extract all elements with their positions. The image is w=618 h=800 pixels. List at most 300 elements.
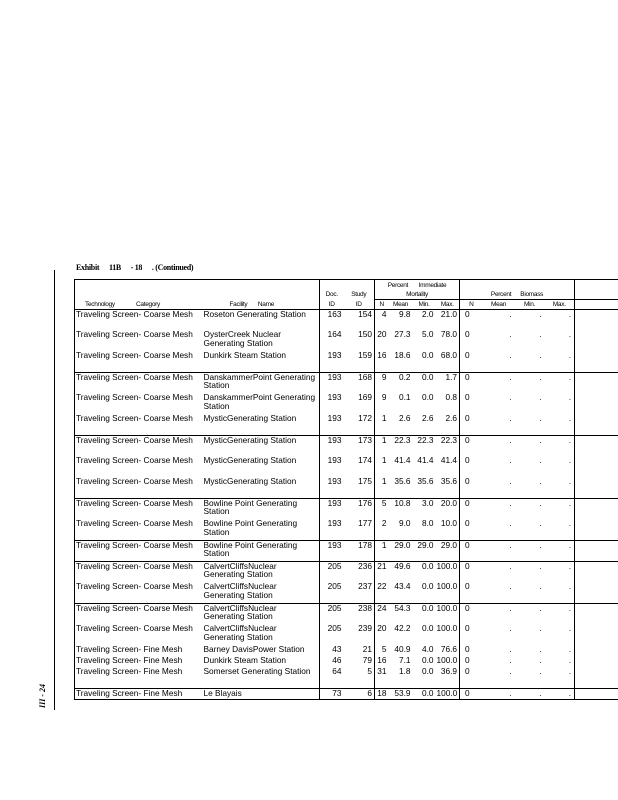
technology-category-cell: Traveling Screen- Coarse Mesh [75, 561, 203, 582]
mortality-n-cell: 1 [375, 435, 389, 456]
mortality-n-cell: 1 [375, 414, 389, 435]
table-row [75, 414, 618, 435]
doc-id-cell: 193 [320, 351, 344, 372]
mortality-max-cell: 29.0 [436, 540, 460, 561]
facility-name-cell: Roseton Generating Station [203, 309, 320, 330]
study-id-cell: 236 [344, 561, 375, 582]
technology-category-cell: Traveling Screen- Coarse Mesh [75, 414, 203, 435]
biomass-max-cell: . [545, 688, 575, 699]
technology-category-cell: Traveling Screen- Coarse Mesh [75, 456, 203, 477]
biomass-max-cell: . [545, 435, 575, 456]
facility-name-cell: Somerset Generating Station [203, 667, 311, 676]
mortality-mean-cell: 53.9 [389, 688, 413, 699]
facility-name-cell: DanskammerPoint Generating Station [203, 372, 320, 393]
mortality-mean-cell: 29.0 [389, 540, 413, 561]
doc-id-cell: 205 [320, 624, 344, 645]
facility-name-cell: Dunkirk Steam Station [203, 656, 287, 665]
biomass-max-cell: . [568, 414, 572, 423]
tail-cell [575, 498, 618, 519]
tail-cell [575, 435, 618, 456]
biomass-mean-cell: . [509, 656, 512, 665]
facility-name-cell: DanskammerPoint Generating Station [203, 393, 316, 411]
facility-name-cell: OysterCreek Nuclear Generating Station [203, 330, 281, 348]
tail-cell [575, 688, 618, 699]
mortality-n-cell: 18 [375, 688, 389, 699]
biomass-n-cell: 0 [460, 561, 483, 582]
mortality-min-cell: 41.4 [417, 456, 434, 465]
mortality-max-cell: 100.0 [436, 582, 458, 591]
page-margin-rule [54, 270, 55, 710]
header-facility-name [203, 299, 320, 309]
mortality-max-cell: 36.9 [440, 667, 458, 676]
mortality-max-cell: 100.0 [436, 561, 460, 582]
mortality-n-cell: 22 [375, 582, 389, 603]
mortality-min-cell: 4.0 [421, 645, 434, 654]
biomass-mean-cell: . [509, 667, 512, 676]
table-row [75, 351, 618, 372]
biomass-min-cell: . [539, 667, 542, 676]
header-technology-category [75, 299, 203, 309]
biomass-mean-cell: . [483, 561, 515, 582]
facility-name-cell: CalvertCliffsNuclear Generating Station [203, 561, 320, 582]
study-id-cell: 169 [358, 393, 372, 402]
doc-id-cell: 193 [320, 372, 344, 393]
technology-category-cell: Traveling Screen- Coarse Mesh [75, 435, 203, 456]
mortality-mean-cell: 42.2 [394, 624, 411, 633]
doc-id-cell: 163 [320, 309, 344, 330]
biomass-max-cell: . [568, 456, 572, 465]
table-row [75, 456, 618, 477]
mortality-min-cell: 22.3 [413, 435, 436, 456]
mortality-max-cell: 68.0 [440, 351, 458, 360]
technology-category-cell: Traveling Screen- Coarse Mesh [75, 519, 203, 540]
biomass-n-cell: 0 [460, 435, 483, 456]
tail-cell [575, 309, 618, 330]
biomass-n-cell: 0 [460, 393, 483, 414]
mortality-max-cell: 100.0 [436, 656, 458, 665]
biomass-n-cell: 0 [460, 540, 483, 561]
biomass-max-cell: . [545, 498, 575, 519]
mortality-max-cell: 100.0 [436, 624, 458, 633]
exhibit-dash: - 18 [130, 263, 143, 272]
table-header [75, 280, 618, 310]
header-max: Max. [436, 299, 460, 309]
biomass-n-cell: 0 [460, 372, 483, 393]
page-number: III - 24 [38, 684, 47, 709]
header-b-percent: Percent [490, 290, 512, 298]
biomass-mean-cell: . [483, 435, 515, 456]
biomass-max-cell: . [568, 330, 572, 339]
mortality-max-cell: 35.6 [440, 477, 458, 486]
mortality-n-cell: 24 [375, 603, 389, 624]
table-row [75, 519, 618, 540]
mortality-n-cell: 31 [375, 667, 389, 688]
header-percent-immediate [375, 280, 460, 290]
biomass-mean-cell: . [483, 603, 515, 624]
tail-cell [575, 656, 618, 667]
header-percent-biomass [460, 290, 575, 300]
tail-cell [575, 351, 618, 372]
mortality-min-cell: 0.0 [421, 667, 434, 676]
biomass-min-cell: . [539, 330, 542, 339]
mortality-n-cell: 16 [375, 351, 389, 372]
mortality-min-cell: 0.0 [421, 624, 434, 633]
mortality-max-cell: 76.6 [440, 645, 458, 654]
facility-name-cell: Bowline Point Generating Station [203, 519, 298, 537]
exhibit-table-container [74, 279, 618, 700]
biomass-min-cell: . [539, 456, 542, 465]
technology-category-cell: Traveling Screen- Coarse Mesh [75, 582, 203, 603]
exhibit-table [74, 279, 618, 700]
facility-name-cell: Le Blayais [203, 688, 320, 699]
table-row [75, 540, 618, 561]
table-row [75, 656, 618, 667]
biomass-min-cell: . [515, 688, 545, 699]
header-b-max: Max. [545, 299, 575, 309]
study-id-cell: 175 [358, 477, 372, 486]
technology-category-cell: Traveling Screen- Fine Mesh [75, 688, 203, 699]
header-percent: Percent [387, 281, 409, 289]
technology-category-cell: Traveling Screen- Fine Mesh [75, 656, 203, 667]
mortality-n-cell: 1 [375, 540, 389, 561]
header-mortality: Mortality [375, 290, 460, 300]
mortality-mean-cell: 27.3 [394, 330, 411, 339]
study-id-cell: 6 [344, 688, 375, 699]
mortality-min-cell: 35.6 [417, 477, 434, 486]
mortality-min-cell: 3.0 [413, 498, 436, 519]
biomass-min-cell: . [539, 414, 542, 423]
tail-cell [575, 582, 618, 603]
doc-id-cell: 193 [320, 414, 344, 435]
biomass-mean-cell: . [509, 519, 512, 528]
biomass-mean-cell: . [509, 330, 512, 339]
biomass-n-cell: 0 [460, 498, 483, 519]
facility-name-cell: MysticGenerating Station [203, 435, 320, 456]
study-id-cell: 172 [358, 414, 372, 423]
facility-name-cell: Bowline Point Generating Station [203, 498, 320, 519]
biomass-max-cell: . [545, 309, 575, 330]
tail-cell [575, 519, 618, 540]
mortality-n-cell: 9 [375, 372, 389, 393]
mortality-mean-cell: 41.4 [394, 456, 411, 465]
mortality-max-cell: 100.0 [436, 603, 460, 624]
biomass-max-cell: . [568, 624, 572, 633]
study-id-cell: 21 [362, 645, 372, 654]
tail-cell [575, 330, 618, 351]
doc-id-cell: 205 [320, 603, 344, 624]
table-row [75, 645, 618, 656]
tail-cell [575, 540, 618, 561]
facility-name-cell: CalvertCliffsNuclear Generating Station [203, 624, 277, 642]
technology-category-cell: Traveling Screen- Fine Mesh [75, 667, 203, 688]
doc-id-cell: 205 [320, 582, 344, 603]
mortality-min-cell: 2.6 [421, 414, 434, 423]
technology-category-cell: Traveling Screen- Fine Mesh [75, 645, 203, 656]
header-biomass-blank [460, 280, 575, 290]
table-row [75, 688, 618, 699]
mortality-min-cell: 29.0 [413, 540, 436, 561]
doc-id-cell: 73 [320, 688, 344, 699]
biomass-mean-cell: . [509, 582, 512, 591]
study-id-cell: 237 [358, 582, 372, 591]
study-id-cell: 154 [344, 309, 375, 330]
facility-name-cell: MysticGenerating Station [203, 414, 297, 423]
facility-name-cell: CalvertCliffsNuclear Generating Station [203, 603, 320, 624]
biomass-min-cell: . [515, 540, 545, 561]
table-row [75, 309, 618, 330]
header-category: Category [135, 300, 160, 308]
study-id-cell: 238 [344, 603, 375, 624]
doc-id-cell: 193 [320, 498, 344, 519]
header-blank [75, 280, 320, 290]
mortality-n-cell: 20 [375, 624, 389, 645]
biomass-max-cell: . [568, 582, 572, 591]
technology-category-cell: Traveling Screen- Coarse Mesh [75, 372, 203, 393]
tail-cell [575, 603, 618, 624]
mortality-min-cell: 0.0 [421, 656, 434, 665]
mortality-n-cell: 2 [375, 519, 389, 540]
biomass-mean-cell: . [509, 645, 512, 654]
study-id-cell: 176 [344, 498, 375, 519]
header-tail [575, 280, 618, 290]
table-row [75, 667, 618, 688]
technology-category-cell: Traveling Screen- Coarse Mesh [75, 477, 203, 498]
technology-category-cell: Traveling Screen- Coarse Mesh [75, 309, 203, 330]
mortality-min-cell: 2.0 [413, 309, 436, 330]
biomass-mean-cell: . [483, 372, 515, 393]
table-row [75, 624, 618, 645]
facility-name-cell: CalvertCliffsNuclear Generating Station [203, 582, 277, 600]
technology-category-cell: Traveling Screen- Coarse Mesh [75, 603, 203, 624]
mortality-mean-cell: 9.8 [389, 309, 413, 330]
biomass-n-cell: 0 [460, 456, 483, 477]
biomass-mean-cell: . [509, 624, 512, 633]
mortality-n-cell: 1 [375, 456, 389, 477]
biomass-n-cell: 0 [460, 519, 483, 540]
study-id-cell: 168 [344, 372, 375, 393]
biomass-min-cell: . [515, 561, 545, 582]
mortality-mean-cell: 9.0 [398, 519, 411, 528]
table-row [75, 477, 618, 498]
study-id-cell: 5 [367, 667, 372, 676]
biomass-min-cell: . [539, 582, 542, 591]
biomass-min-cell: . [539, 624, 542, 633]
header-doc-bottom: ID [320, 299, 344, 309]
mortality-max-cell: 41.4 [440, 456, 458, 465]
mortality-max-cell: 0.8 [445, 393, 458, 402]
biomass-min-cell: . [515, 498, 545, 519]
mortality-mean-cell: 40.9 [394, 645, 411, 654]
tail-cell [575, 456, 618, 477]
biomass-max-cell: . [568, 477, 572, 486]
facility-name-cell: Bowline Point Generating Station [203, 540, 320, 561]
mortality-mean-cell: 22.3 [389, 435, 413, 456]
technology-category-cell: Traveling Screen- Coarse Mesh [75, 330, 203, 351]
mortality-n-cell: 16 [375, 656, 389, 667]
doc-id-cell: 46 [320, 656, 344, 667]
mortality-n-cell: 5 [375, 645, 389, 656]
biomass-min-cell: . [539, 519, 542, 528]
biomass-mean-cell: . [509, 393, 512, 402]
biomass-min-cell: . [539, 351, 542, 360]
table-row [75, 582, 618, 603]
mortality-n-cell: 21 [375, 561, 389, 582]
mortality-max-cell: 1.7 [436, 372, 460, 393]
biomass-max-cell: . [545, 372, 575, 393]
mortality-min-cell: 0.0 [413, 603, 436, 624]
tail-cell [575, 624, 618, 645]
mortality-mean-cell: 0.1 [398, 393, 411, 402]
study-id-cell: 159 [358, 351, 372, 360]
biomass-max-cell: . [545, 540, 575, 561]
study-id-cell: 239 [358, 624, 372, 633]
table-body [75, 309, 618, 699]
study-id-cell: 79 [362, 656, 372, 665]
biomass-min-cell: . [515, 603, 545, 624]
biomass-min-cell: . [539, 645, 542, 654]
biomass-n-cell: 0 [460, 656, 483, 667]
biomass-min-cell: . [515, 309, 545, 330]
exhibit-label: Exhibit [76, 263, 100, 272]
biomass-mean-cell: . [483, 498, 515, 519]
header-b-min: Min. [515, 299, 545, 309]
table-row [75, 330, 618, 351]
header-facility: Facility [229, 300, 248, 308]
biomass-max-cell: . [545, 561, 575, 582]
doc-id-cell: 193 [320, 456, 344, 477]
tail-cell [575, 645, 618, 656]
tail-cell [575, 372, 618, 393]
study-id-cell: 150 [358, 330, 372, 339]
biomass-mean-cell: . [509, 414, 512, 423]
mortality-mean-cell: 18.6 [394, 351, 411, 360]
mortality-min-cell: 8.0 [421, 519, 434, 528]
biomass-mean-cell: . [509, 351, 512, 360]
header-study-top: Study [351, 291, 367, 298]
biomass-max-cell: . [568, 656, 572, 665]
biomass-max-cell: . [568, 667, 572, 676]
header-n: N [375, 299, 389, 309]
table-row [75, 435, 618, 456]
header-study-bottom: ID [344, 299, 375, 309]
facility-name-cell: Dunkirk Steam Station [203, 351, 287, 360]
doc-id-cell: 193 [320, 519, 344, 540]
biomass-n-cell: 0 [460, 603, 483, 624]
header-min: Min. [413, 299, 436, 309]
technology-category-cell: Traveling Screen- Coarse Mesh [75, 393, 203, 414]
mortality-n-cell: 20 [375, 330, 389, 351]
header-b-biomass: Biomass [520, 290, 544, 298]
tail-cell [575, 477, 618, 498]
biomass-mean-cell: . [509, 477, 512, 486]
mortality-mean-cell: 43.4 [394, 582, 411, 591]
mortality-max-cell: 21.0 [436, 309, 460, 330]
table-row [75, 561, 618, 582]
mortality-n-cell: 9 [375, 393, 389, 414]
doc-id-cell: 193 [320, 435, 344, 456]
header-b-mean: Mean [483, 299, 515, 309]
technology-category-cell: Traveling Screen- Coarse Mesh [75, 540, 203, 561]
mortality-max-cell: 78.0 [440, 330, 458, 339]
mortality-mean-cell: 1.8 [398, 667, 411, 676]
biomass-n-cell: 0 [460, 645, 483, 656]
mortality-min-cell: 0.0 [413, 688, 436, 699]
biomass-max-cell: . [568, 519, 572, 528]
study-id-cell: 177 [358, 519, 372, 528]
technology-category-cell: Traveling Screen- Coarse Mesh [75, 624, 203, 645]
facility-name-cell: MysticGenerating Station [203, 477, 297, 486]
table-row [75, 498, 618, 519]
exhibit-title [76, 263, 201, 272]
doc-id-cell: 193 [320, 540, 344, 561]
mortality-mean-cell: 54.3 [389, 603, 413, 624]
biomass-min-cell: . [515, 372, 545, 393]
mortality-min-cell: 0.0 [421, 393, 434, 402]
mortality-mean-cell: 0.2 [389, 372, 413, 393]
mortality-max-cell: 2.6 [445, 414, 458, 423]
tail-cell [575, 561, 618, 582]
header-name: Name [257, 300, 275, 308]
mortality-min-cell: 5.0 [421, 330, 434, 339]
mortality-max-cell: 22.3 [436, 435, 460, 456]
doc-id-cell: 193 [320, 477, 344, 498]
doc-id-cell: 64 [320, 667, 344, 688]
header-blank-ids [320, 280, 375, 290]
mortality-min-cell: 0.0 [421, 351, 434, 360]
mortality-mean-cell: 10.8 [389, 498, 413, 519]
exhibit-number: 11B [108, 263, 121, 272]
mortality-n-cell: 4 [375, 309, 389, 330]
biomass-n-cell: 0 [460, 688, 483, 699]
doc-id-cell: 193 [320, 393, 344, 414]
mortality-min-cell: 0.0 [413, 372, 436, 393]
header-immediate: Immediate [418, 281, 447, 289]
biomass-max-cell: . [545, 603, 575, 624]
mortality-min-cell: 0.0 [421, 582, 434, 591]
biomass-mean-cell: . [483, 688, 515, 699]
biomass-n-cell: 0 [460, 309, 483, 330]
facility-name-cell: MysticGenerating Station [203, 456, 297, 465]
doc-id-cell: 164 [320, 330, 344, 351]
biomass-min-cell: . [539, 393, 542, 402]
tail-cell [575, 414, 618, 435]
biomass-n-cell: 0 [460, 351, 483, 372]
mortality-mean-cell: 2.6 [398, 414, 411, 423]
mortality-max-cell: 10.0 [440, 519, 458, 528]
biomass-n-cell: 0 [460, 624, 483, 645]
biomass-min-cell: . [539, 477, 542, 486]
study-id-cell: 178 [344, 540, 375, 561]
biomass-n-cell: 0 [460, 414, 483, 435]
biomass-n-cell: 0 [460, 582, 483, 603]
biomass-mean-cell: . [483, 540, 515, 561]
doc-id-cell: 205 [320, 561, 344, 582]
header-b-n: N [460, 299, 483, 309]
mortality-n-cell: 5 [375, 498, 389, 519]
mortality-max-cell: 100.0 [436, 688, 460, 699]
study-id-cell: 173 [344, 435, 375, 456]
mortality-max-cell: 20.0 [436, 498, 460, 519]
mortality-min-cell: 0.0 [413, 561, 436, 582]
mortality-mean-cell: 49.6 [389, 561, 413, 582]
mortality-mean-cell: 35.6 [394, 477, 411, 486]
header-technology: Technology [85, 300, 115, 308]
table-row [75, 372, 618, 393]
biomass-mean-cell: . [483, 309, 515, 330]
technology-category-cell: Traveling Screen- Coarse Mesh [75, 498, 203, 519]
header-mean: Mean [389, 299, 413, 309]
facility-name-cell: Barney DavisPower Station [203, 645, 305, 654]
